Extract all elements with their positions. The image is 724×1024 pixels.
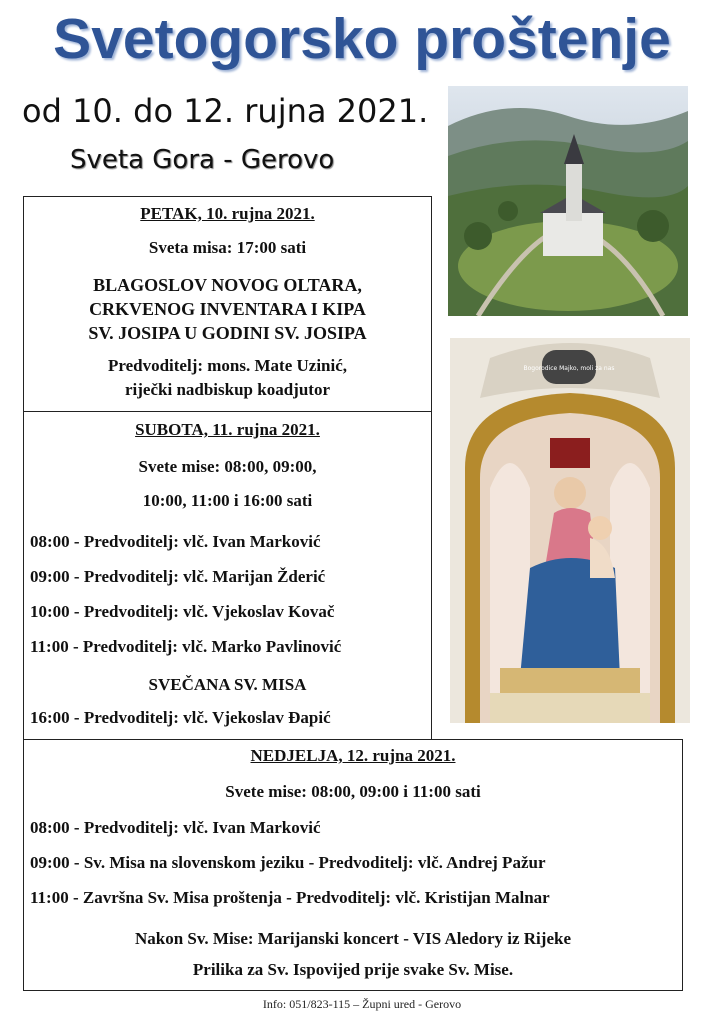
saturday-row: 09:00 - Predvoditelj: vlč. Marijan Žderić (30, 567, 326, 586)
sunday-row: 11:00 - Završna Sv. Misa proštenja - Predvoditelj: vlč. Kristijan Malnar (30, 888, 550, 907)
friday-blessing-line1: BLAGOSLOV NOVOG OLTARA, (93, 275, 362, 295)
saturday-heading: SUBOTA, 11. rujna 2021. (135, 420, 320, 439)
friday-leader-line1: Predvoditelj: mons. Mate Uzinić, (107, 356, 348, 375)
saturday-row: 08:00 - Predvoditelj: vlč. Ivan Marković (30, 532, 321, 551)
friday-blessing-line3: SV. JOSIPA U GODINI SV. JOSIPA (88, 323, 367, 343)
saturday-row: 11:00 - Predvoditelj: vlč. Marko Pavlinović (30, 637, 342, 656)
poster-title: Svetogorsko proštenje (53, 7, 671, 71)
event-place: Sveta Gora - Gerovo (70, 145, 335, 175)
statue-plaque-text: Bogorodice Majko, moli za nas (523, 365, 615, 372)
friday-mass: Sveta misa: 17:00 sati (148, 238, 307, 257)
sunday-heading: NEDJELJA, 12. rujna 2021. (250, 746, 456, 765)
saturday-solemn-mass: SVEČANA SV. MISA (148, 675, 307, 694)
sunday-confession: Prilika za Sv. Ispovijed prije svake Sv. Mise. (192, 960, 514, 979)
saturday-masses-line2: 10:00, 11:00 i 16:00 sati (142, 491, 313, 510)
sunday-masses: Svete mise: 08:00, 09:00 i 11:00 sati (225, 782, 481, 801)
sunday-row: 09:00 - Sv. Misa na slovenskom jeziku - Predvoditelj: vlč. Andrej Pažur (30, 853, 546, 872)
saturday-row: 16:00 - Predvoditelj: vlč. Vjekoslav Đapić (30, 708, 331, 727)
sunday-row: 08:00 - Predvoditelj: vlč. Ivan Marković (30, 818, 321, 837)
friday-blessing-line2: CRKVENOG INVENTARA I KIPA (89, 299, 366, 319)
madonna-statue-photo (450, 338, 690, 723)
sunday-concert: Nakon Sv. Mise: Marijanski koncert - VIS Aledory iz Rijeke (134, 929, 571, 948)
saturday-row: 10:00 - Predvoditelj: vlč. Vjekoslav Kovač (30, 602, 335, 621)
footer-info: Info: 051/823-115 – Župni ured - Gerovo (262, 997, 462, 1011)
friday-leader-line2: riječki nadbiskup koadjutor (125, 380, 330, 399)
friday-heading: PETAK, 10. rujna 2021. (140, 204, 315, 223)
church-photo (448, 86, 688, 316)
event-dates: od 10. do 12. rujna 2021. (22, 92, 429, 130)
saturday-masses-line1: Svete mise: 08:00, 09:00, (138, 457, 317, 476)
